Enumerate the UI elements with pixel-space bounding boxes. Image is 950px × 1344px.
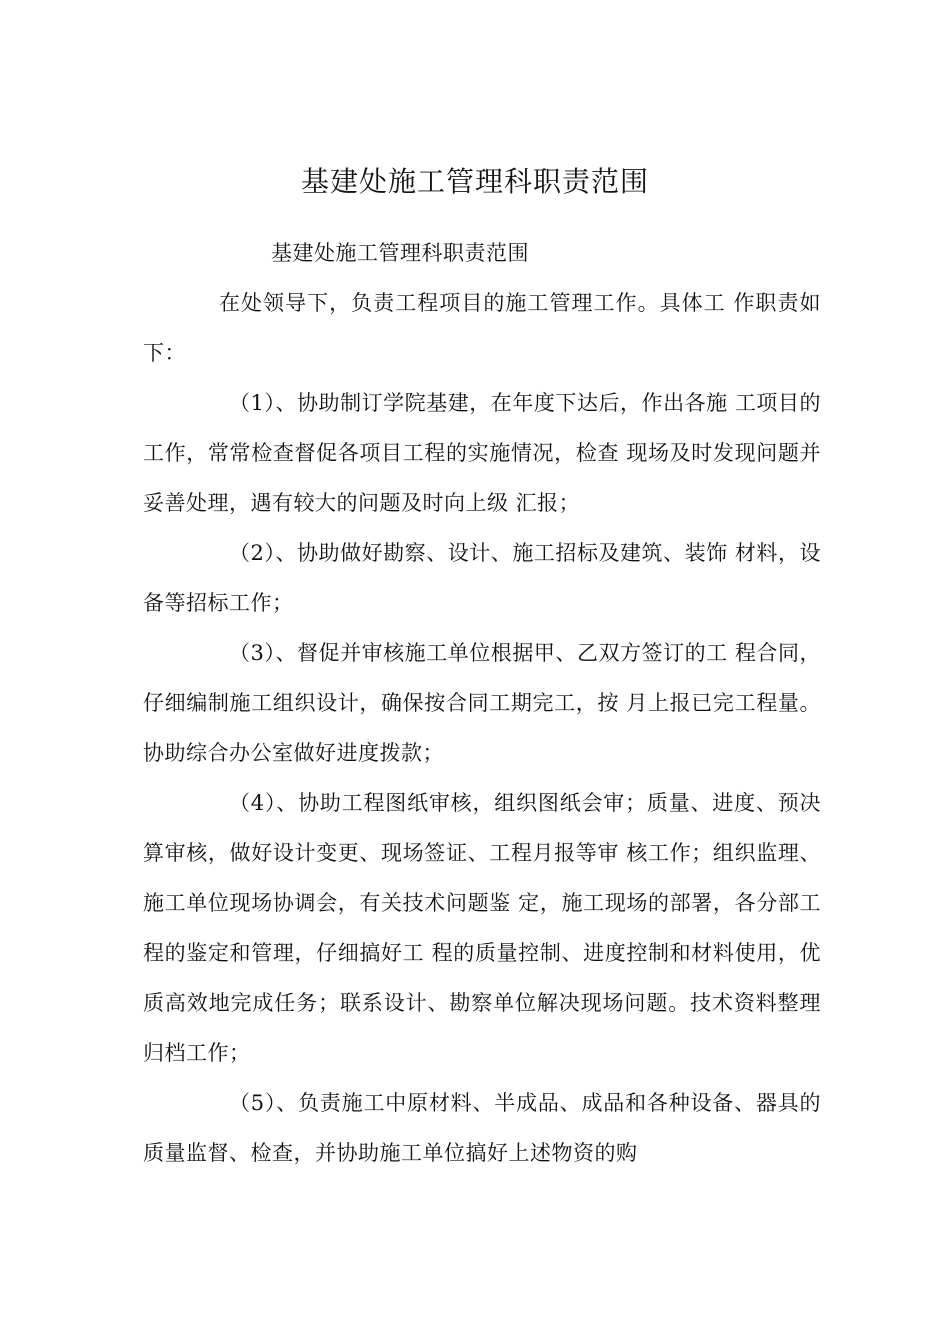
- intro-paragraph: 在处领导下，负责工程项目的施工管理工作。具体工 作职责如下：: [143, 291, 821, 365]
- duty-item-2: （2）、协助做好勘察、设计、施工招标及建筑、装饰 材料，设备等招标工作；: [143, 541, 821, 615]
- duty-item-3: （3）、督促并审核施工单位根据甲、乙双方签订的工 程合同，仔细编制施工组织设计，确保按合同工期完工，按 月上报已完工程量。协助综合办公室做好进度拨款；: [143, 641, 821, 765]
- page-title: 基建处施工管理科职责范围: [300, 165, 649, 198]
- duty-item-1: （1）、协助制订学院基建，在年度下达后，作出各施 工项目的工作，常常检查督促各项目工程的实施情况，检查 现场及时发现问题并妥善处理，遇有较大的问题及时向上级 汇报；: [143, 391, 821, 515]
- section-heading: 基建处施工管理科职责范围: [271, 241, 529, 265]
- duty-item-5: （5）、负责施工中原材料、半成品、成品和各种设备、器具的质量监督、检查，并协助施工单位搞好上述物资的购: [143, 1091, 821, 1165]
- document-body: [143, 228, 821, 1178]
- duty-item-4: （4）、协助工程图纸审核，组织图纸会审；质量、进度、预决算审核，做好设计变更、现场签证、工程月报等审 核工作；组织监理、施工单位现场协调会，有关技术问题鉴 定，施工现场的部署，各分部工程的鉴定和管理，仔细搞好工 程的质量控制、进度控制和材料使用，优质高效地完成任务；联系设计、勘察单位解决现场问题。技术资料整理归档工作；: [143, 791, 821, 1065]
